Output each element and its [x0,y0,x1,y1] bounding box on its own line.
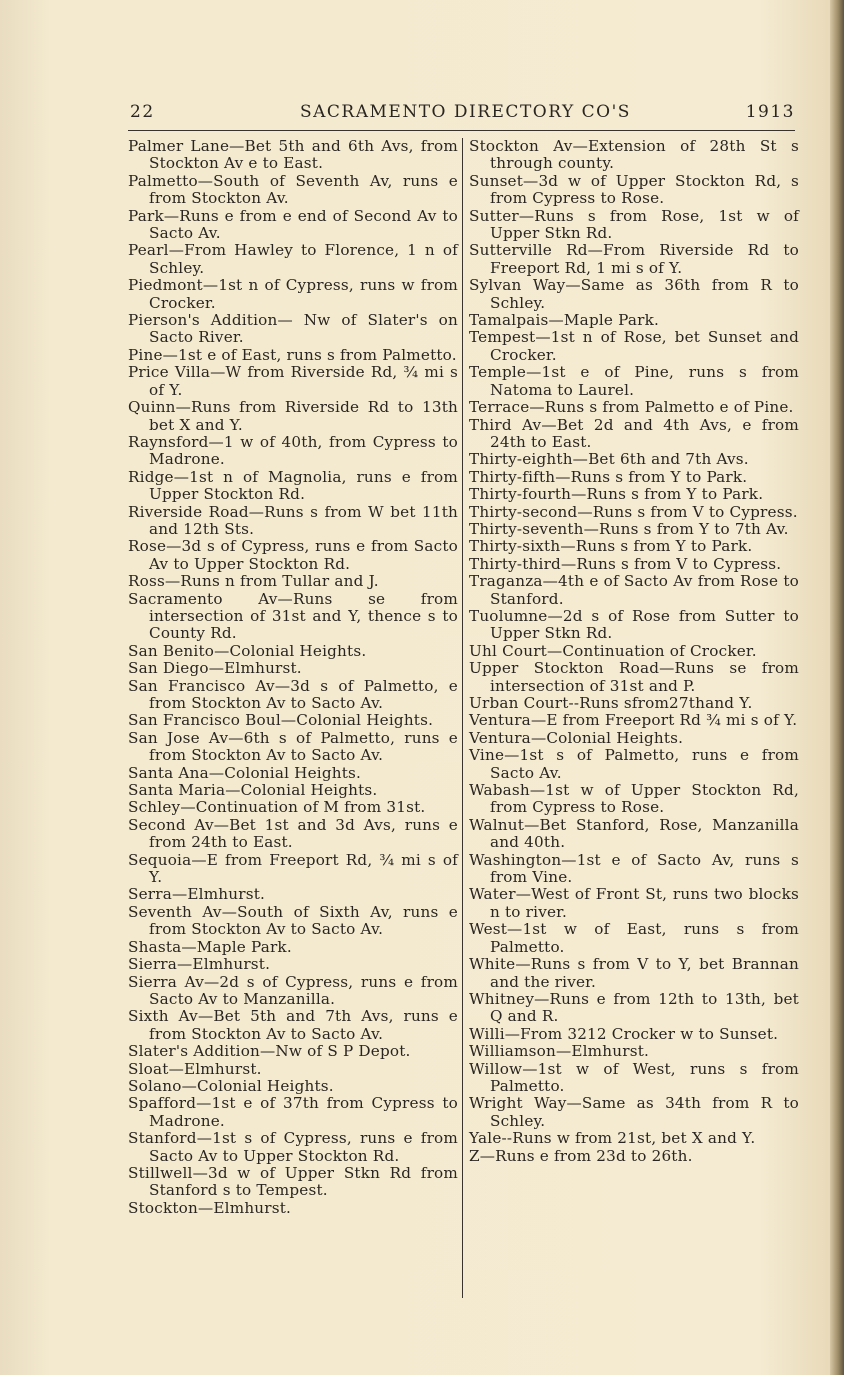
street-entry: Sierra—Elmhurst. [128,955,271,974]
street-entry: Santa Ana—Colonial Heights. [128,763,362,782]
page-header [130,102,795,126]
header-year: 1913 [745,102,795,122]
street-entry: Thirty-third—Runs s from V to Cypress. [469,554,782,573]
street-entry: Thirty-sixth—Runs s from Y to Park. [469,537,753,556]
street-entry: Shasta—Maple Park. [128,937,292,956]
street-entry: Solano—Colonial Heights. [128,1076,334,1095]
street-entry: Traganza—4th e of Sacto Av from Rose to Stanford. [469,572,799,608]
street-entry: Yale--Runs w from 21st, bet X and Y. [469,1129,756,1148]
right-column [469,138,799,1165]
street-entry: Thirty-seventh—Runs s from Y to 7th Av. [469,519,789,538]
street-entry: Tempest—1st n of Rose, bet Sunset and Crocker. [469,328,799,364]
street-entry: Vine—1st s of Palmetto, runs e from Sacto Av. [469,746,799,782]
street-entry: Thirty-fourth—Runs s from Y to Park. [469,485,764,504]
street-entry: Thirty-fifth—Runs s from Y to Park. [469,467,748,486]
page-number: 22 [130,102,155,122]
street-entry: West—1st w of East, runs s from Palmetto. [469,920,799,956]
street-entry: Quinn—Runs from Riverside Rd to 13th bet X and Y. [128,398,458,434]
street-entry: Ventura—Colonial Heights. [469,728,684,747]
street-entry: San Benito—Colonial Heights. [128,641,367,660]
street-entry: Serra—Elmhurst. [128,885,266,904]
street-entry: Seventh Av—South of Sixth Av, runs e from Stockton Av to Sacto Av. [128,902,458,939]
street-entry: San Diego—Elmhurst. [128,659,302,678]
street-entry: Sequoia—E from Freeport Rd, ¾ mi s of Y. [128,850,458,887]
street-entry: Z—Runs e from 23d to 26th. [469,1146,693,1165]
street-entry: San Francisco Boul—Colonial Heights. [128,711,434,730]
street-entry: Raynsford—1 w of 40th, from Cypress to Madrone. [128,432,458,469]
street-entry: Stillwell—3d w of Upper Stkn Rd from Stanford s to Tempest. [128,1163,458,1200]
street-entry: Wright Way—Same as 34th from R to Schley. [469,1094,799,1130]
street-entry: Urban Court--Runs sfrom27thand Y. [469,694,753,712]
street-entry: Ridge—1st n of Magnolia, runs e from Upper Stockton Rd. [128,467,458,504]
street-entry: Sunset—3d w of Upper Stockton Rd, s from Cypress to Rose. [469,171,799,208]
street-entry: Willi—From 3212 Crocker w to Sunset. [469,1024,779,1043]
header-rule [128,130,795,131]
street-entry: Rose—3d s of Cypress, runs e from Sacto Av to Upper Stockton Rd. [128,537,458,573]
street-entry: Ross—Runs n from Tullar and J. [128,572,379,591]
running-title: SACRAMENTO DIRECTORY CO'S [300,102,631,122]
street-entry: Third Av—Bet 2d and 4th Avs, e from 24th to East. [469,415,799,451]
street-entry: Santa Maria—Colonial Heights. [128,781,378,800]
street-entry: Sylvan Way—Same as 36th from R to Schley. [469,276,799,312]
street-entry: Second Av—Bet 1st and 3d Avs, runs e from 24th to East. [128,815,458,852]
street-entry: Sierra Av—2d s of Cypress, runs e from Sacto Av to Manzanilla. [128,972,458,1008]
street-entry: Tamalpais—Maple Park. [469,311,660,330]
street-entry: Riverside Road—Runs s from W bet 11th and 12th Sts. [128,502,458,538]
street-entry: Water—West of Front St, runs two blocks n to river. [469,885,799,921]
street-entry: Willow—1st w of West, runs s from Palmetto. [469,1059,799,1095]
street-entry: Temple—1st e of Pine, runs s from Natoma to Laurel. [469,363,799,399]
street-entry: Wabash—1st w of Upper Stockton Rd, from Cypress to Rose. [469,781,799,817]
street-entry: Sixth Av—Bet 5th and 7th Avs, runs e from Stockton Av to Sacto Av. [128,1007,458,1043]
street-entry: Stanford—1st s of Cypress, runs e from Sacto Av to Upper Stockton Rd. [128,1129,458,1165]
street-entry: Palmetto—South of Seventh Av, runs e from Stockton Av. [128,171,458,208]
street-entry: Pierson's Addition— Nw of Slater's on Sacto River. [128,311,458,347]
street-entry: Williamson—Elmhurst. [469,1042,650,1061]
street-entry: Uhl Court—Continuation of Crocker. [469,641,757,660]
street-entry: Spafford—1st e of 37th from Cypress to Madrone. [128,1094,458,1130]
street-entry: San Jose Av—6th s of Palmetto, runs e from Stockton Av to Sacto Av. [128,728,458,765]
street-entry: Piedmont—1st n of Cypress, runs w from Crocker. [128,276,458,312]
street-entry: Walnut—Bet Stanford, Rose, Manzanilla and 40th. [469,815,799,852]
page-edge-shadow [830,0,844,1375]
street-entry: Sloat—Elmhurst. [128,1059,262,1078]
street-entry: Sutter—Runs s from Rose, 1st w of Upper Stkn Rd. [469,206,799,243]
street-entry: Thirty-eighth—Bet 6th and 7th Avs. [469,450,749,469]
street-entry: Thirty-second—Runs s from V to Cypress. [469,502,798,521]
column-divider [462,138,463,1298]
street-entry: Stockton—Elmhurst. [128,1198,292,1217]
street-entry: Sacramento Av—Runs se from intersection of 31st and Y, thence s to County Rd. [128,589,458,643]
street-entry: Ventura—E from Freeport Rd ¾ mi s of Y. [469,711,798,730]
street-entry: San Francisco Av—3d s of Palmetto, e from Stockton Av to Sacto Av. [128,676,458,712]
street-entry: Stockton Av—Extension of 28th St s through county. [469,137,799,173]
street-entry: Schley—Continuation of M from 31st. [128,798,426,817]
street-entry: Sutterville Rd—From Riverside Rd to Freeport Rd, 1 mi s of Y. [469,241,799,277]
street-entry: Pine—1st e of East, runs s from Palmetto. [128,345,457,364]
street-entry: Tuolumne—2d s of Rose from Sutter to Upper Stkn Rd. [469,606,799,643]
street-entry: Price Villa—W from Riverside Rd, ¾ mi s of Y. [128,363,458,399]
street-entry: Park—Runs e from e end of Second Av to Sacto Av. [128,206,458,243]
street-entry: Washington—1st e of Sacto Av, runs s from Vine. [469,850,799,887]
street-entry: Slater's Addition—Nw of S P Depot. [128,1042,411,1061]
street-entry: White—Runs s from V to Y, bet Brannan and the river. [469,955,799,991]
street-entry: Palmer Lane—Bet 5th and 6th Avs, from Stockton Av e to East. [128,137,458,173]
street-entry: Pearl—From Hawley to Florence, 1 n of Schley. [128,241,458,277]
street-entry: Terrace—Runs s from Palmetto e of Pine. [469,398,794,417]
street-entry: Whitney—Runs e from 12th to 13th, bet Q and R. [469,989,799,1026]
street-entry: Upper Stockton Road—Runs se from intersection of 31st and P. [469,659,799,695]
left-column [128,138,458,1217]
